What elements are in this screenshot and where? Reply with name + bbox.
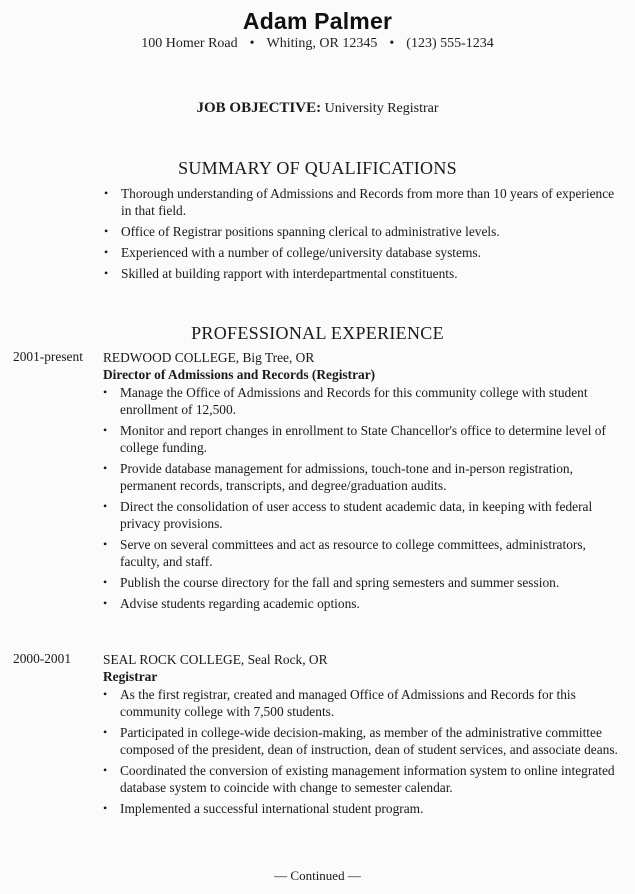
separator-dot: • <box>249 36 255 51</box>
list-item: • As the first registrar, created and managed Office of Admissions and Records for this community college with 7,500 students. <box>101 686 628 720</box>
resume-name: Adam Palmer <box>242 8 393 34</box>
job-duties <box>101 384 628 612</box>
list-item: • Coordinated the conversion of existing management information system to online integrated database system to coincide with change to semester calendar. <box>101 762 628 796</box>
employer <box>103 349 628 366</box>
list-item: • Provide database management for admissions, touch-tone and in-person registration, permanent records, transcripts, and degree/graduation audits. <box>101 460 628 494</box>
employer-name: REDWOOD COLLEGE <box>103 350 236 365</box>
experience-heading: PROFESSIONAL EXPERIENCE <box>191 323 444 343</box>
address: 100 Homer Road <box>141 36 238 51</box>
list-item: • Publish the course directory for the fall and spring semesters and summer session. <box>101 574 628 591</box>
list-item: • Participated in college-wide decision-making, as member of the administrative committee composed of the president, dean of instruction, dean of student services, and associate deans. <box>101 724 628 758</box>
list-item: • Implemented a successful international student program. <box>101 800 628 817</box>
list-item: • Monitor and report changes in enrollment to State Chancellor's office to determine level of college funding. <box>101 422 628 456</box>
employer-location: , Big Tree, OR <box>235 350 315 365</box>
list-item: • Manage the Office of Admissions and Records for this community college with student enrollment of 12,500. <box>101 384 628 418</box>
contact-line <box>0 36 635 52</box>
job-duties <box>101 686 628 817</box>
list-item: • Skilled at building rapport with interdepartmental constituents. <box>102 265 622 282</box>
job-title: Director of Admissions and Records (Registrar) <box>103 367 376 382</box>
employer <box>103 651 628 668</box>
employer-location: , Seal Rock, OR <box>240 652 328 667</box>
list-item: • Direct the consolidation of user access to student academic data, in keeping with federal privacy provisions. <box>101 498 628 532</box>
phone: (123) 555-1234 <box>406 36 494 51</box>
employer-name: SEAL ROCK COLLEGE <box>103 652 241 667</box>
objective-label: JOB OBJECTIVE: <box>196 100 322 116</box>
job-objective <box>0 100 635 117</box>
objective-value: University Registrar <box>324 101 439 116</box>
job-title: Registrar <box>103 669 158 684</box>
list-item: • Serve on several committees and act as resource to college committees, administrators, faculty, and staff. <box>101 536 628 570</box>
summary-heading: SUMMARY OF QUALIFICATIONS <box>178 158 457 178</box>
job-years: 2001-present <box>13 349 83 364</box>
job-years: 2000-2001 <box>13 651 72 666</box>
list-item: • Thorough understanding of Admissions and Records from more than 10 years of experience in that field. <box>102 185 622 219</box>
continued-note: — Continued — <box>274 868 361 883</box>
list-item: • Office of Registrar positions spanning clerical to administrative levels. <box>102 223 622 240</box>
list-item: • Advise students regarding academic options. <box>101 595 628 612</box>
separator-dot: • <box>389 36 395 51</box>
summary-list <box>102 185 622 282</box>
city-state-zip: Whiting, OR 12345 <box>266 36 378 51</box>
list-item: • Experienced with a number of college/university database systems. <box>102 244 622 261</box>
summary-section <box>102 185 622 286</box>
